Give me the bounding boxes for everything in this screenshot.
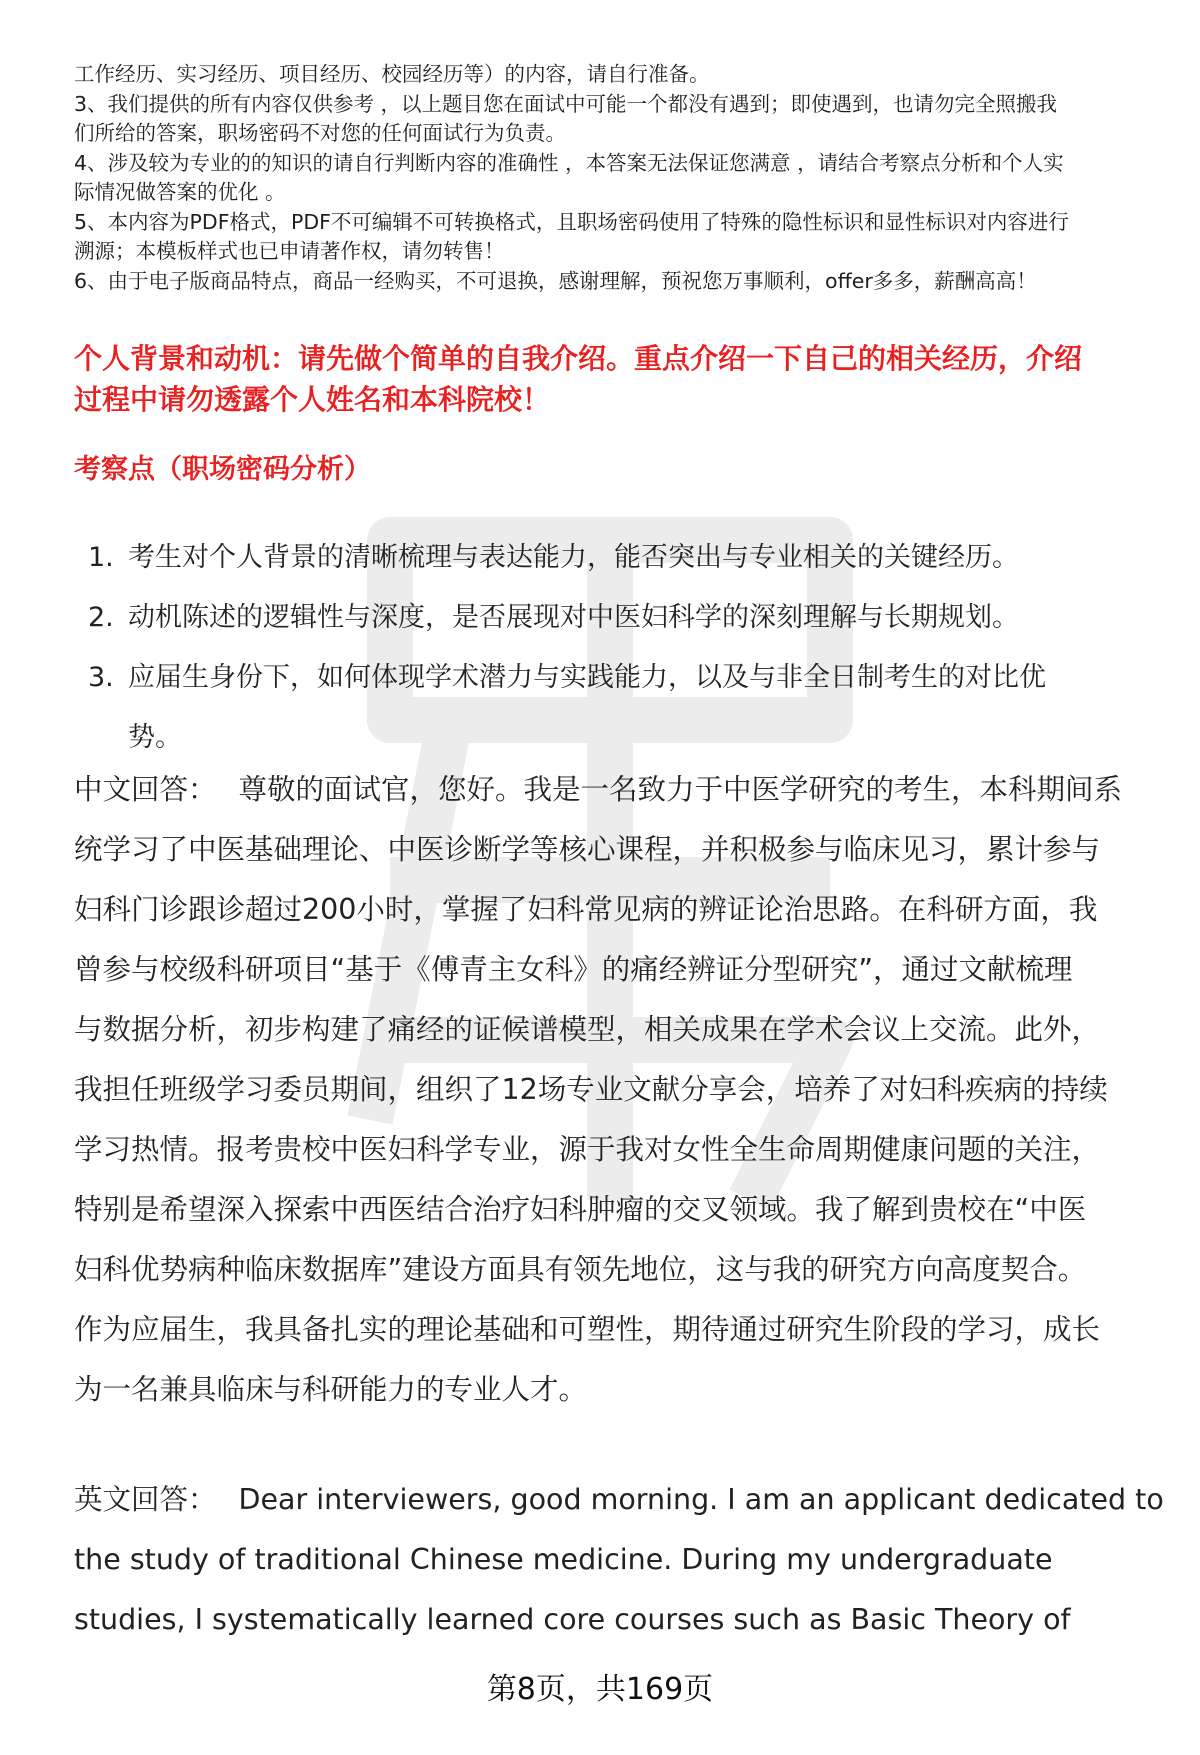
answer-text: Dear interviewers, good morning. I am an applicant dedicated to [238, 1483, 1164, 1516]
answer-line: 学习热情。报考贵校中医妇科学专业，源于我对女性全生命周期健康问题的关注， [74, 1133, 1101, 1166]
list-item-line: 动机陈述的逻辑性与深度，是否展现对中医妇科学的深刻理解与长期规划。 [128, 602, 1019, 633]
answer-label: 英文回答： [74, 1483, 217, 1516]
section-title: 考察点（职场密码分析） [74, 454, 371, 485]
answer-line: 妇科优势病种临床数据库”建设方面具有领先地位，这与我的研究方向高度契合。 [74, 1253, 1087, 1286]
question-line: 个人背景和动机：请先做个简单的自我介绍。重点介绍一下自己的相关经历，介绍 [74, 342, 1083, 375]
answer-line: 与数据分析，初步构建了痛经的证候谱模型，相关成果在学术会议上交流。此外， [74, 1013, 1101, 1046]
answer-line: studies, I systematically learned core courses such as Basic Theory of [74, 1603, 1071, 1636]
note-line: 们所给的答案，职场密码不对您的任何面试行为负责。 [74, 121, 566, 145]
list-item-line: 势。 [128, 722, 182, 753]
note-line: 际情况做答案的优化 。 [74, 180, 286, 204]
answer-line: 特别是希望深入探索中西医结合治疗妇科肿瘤的交叉领域。我了解到贵校在“中医 [74, 1193, 1087, 1226]
question-heading [74, 338, 1154, 420]
list-item [74, 528, 1154, 588]
answer-line: 曾参与校级科研项目“基于《傅青主女科》的痛经辨证分型研究”，通过文献梳理 [74, 953, 1073, 986]
note-line: 工作经历、实习经历、项目经历、校园经历等）的内容，请自行准备。 [74, 62, 710, 86]
list-item [74, 648, 1154, 768]
answer-line: 我担任班级学习委员期间，组织了12场专业文献分享会，培养了对妇科疾病的持续 [74, 1073, 1108, 1106]
answer-label: 中文回答： [74, 773, 217, 806]
list-item-text [128, 528, 1154, 588]
list-item-line: 应届生身份下，如何体现学术潜力与实践能力，以及与非全日制考生的对比优 [128, 662, 1046, 693]
page-number: 第8页，共169页 [486, 1672, 714, 1707]
list-item [74, 588, 1154, 648]
list-item-number: 2. [88, 602, 114, 633]
english-answer [74, 1470, 1174, 1650]
note-line: 4、涉及较为专业的的知识的请自行判断内容的准确性 ，本答案无法保证您满意 ，请结合考察点分析和个人实 [74, 150, 1064, 175]
answer-line [74, 760, 1174, 820]
answer-text: 尊敬的面试官，您好。我是一名致力于中医学研究的考生，本科期间系 [238, 773, 1123, 806]
list-item-line: 考生对个人背景的清晰梳理与表达能力，能否突出与专业相关的关键经历。 [128, 542, 1019, 573]
answer-line: the study of traditional Chinese medicine. During my undergraduate [74, 1543, 1053, 1576]
chinese-answer [74, 760, 1174, 1420]
note-line: 6、由于电子版商品特点，商品一经购买，不可退换，感谢理解，预祝您万事顺利，offer多多，薪酬高高！ [74, 268, 1037, 293]
list-item-text [128, 648, 1154, 768]
answer-line: 作为应届生，我具备扎实的理论基础和可塑性，期待通过研究生阶段的学习，成长 [74, 1313, 1101, 1346]
answer-line: 妇科门诊跟诊超过200小时，掌握了妇科常见病的辨证论治思路。在科研方面，我 [74, 893, 1098, 926]
note-line: 3、我们提供的所有内容仅供参考 ，以上题目您在面试中可能一个都没有遇到；即使遇到，也请勿完全照搬我 [74, 91, 1058, 116]
list-item-number: 1. [88, 542, 114, 573]
note-line: 溯源；本模板样式也已申请著作权，请勿转售！ [74, 239, 505, 263]
answer-line: 为一名兼具临床与科研能力的专业人才。 [74, 1373, 588, 1406]
question-line: 过程中请勿透露个人姓名和本科院校！ [74, 383, 551, 416]
notes-block [74, 60, 1164, 296]
note-line: 5、本内容为PDF格式，PDF不可编辑不可转换格式，且职场密码使用了特殊的隐性标识和显性标识对内容进行 [74, 209, 1069, 234]
answer-line: 统学习了中医基础理论、中医诊断学等核心课程，并积极参与临床见习，累计参与 [74, 833, 1101, 866]
list-item-number: 3. [88, 662, 114, 693]
assessment-points-list [74, 528, 1154, 768]
list-item-text [128, 588, 1154, 648]
answer-line [74, 1470, 1174, 1530]
